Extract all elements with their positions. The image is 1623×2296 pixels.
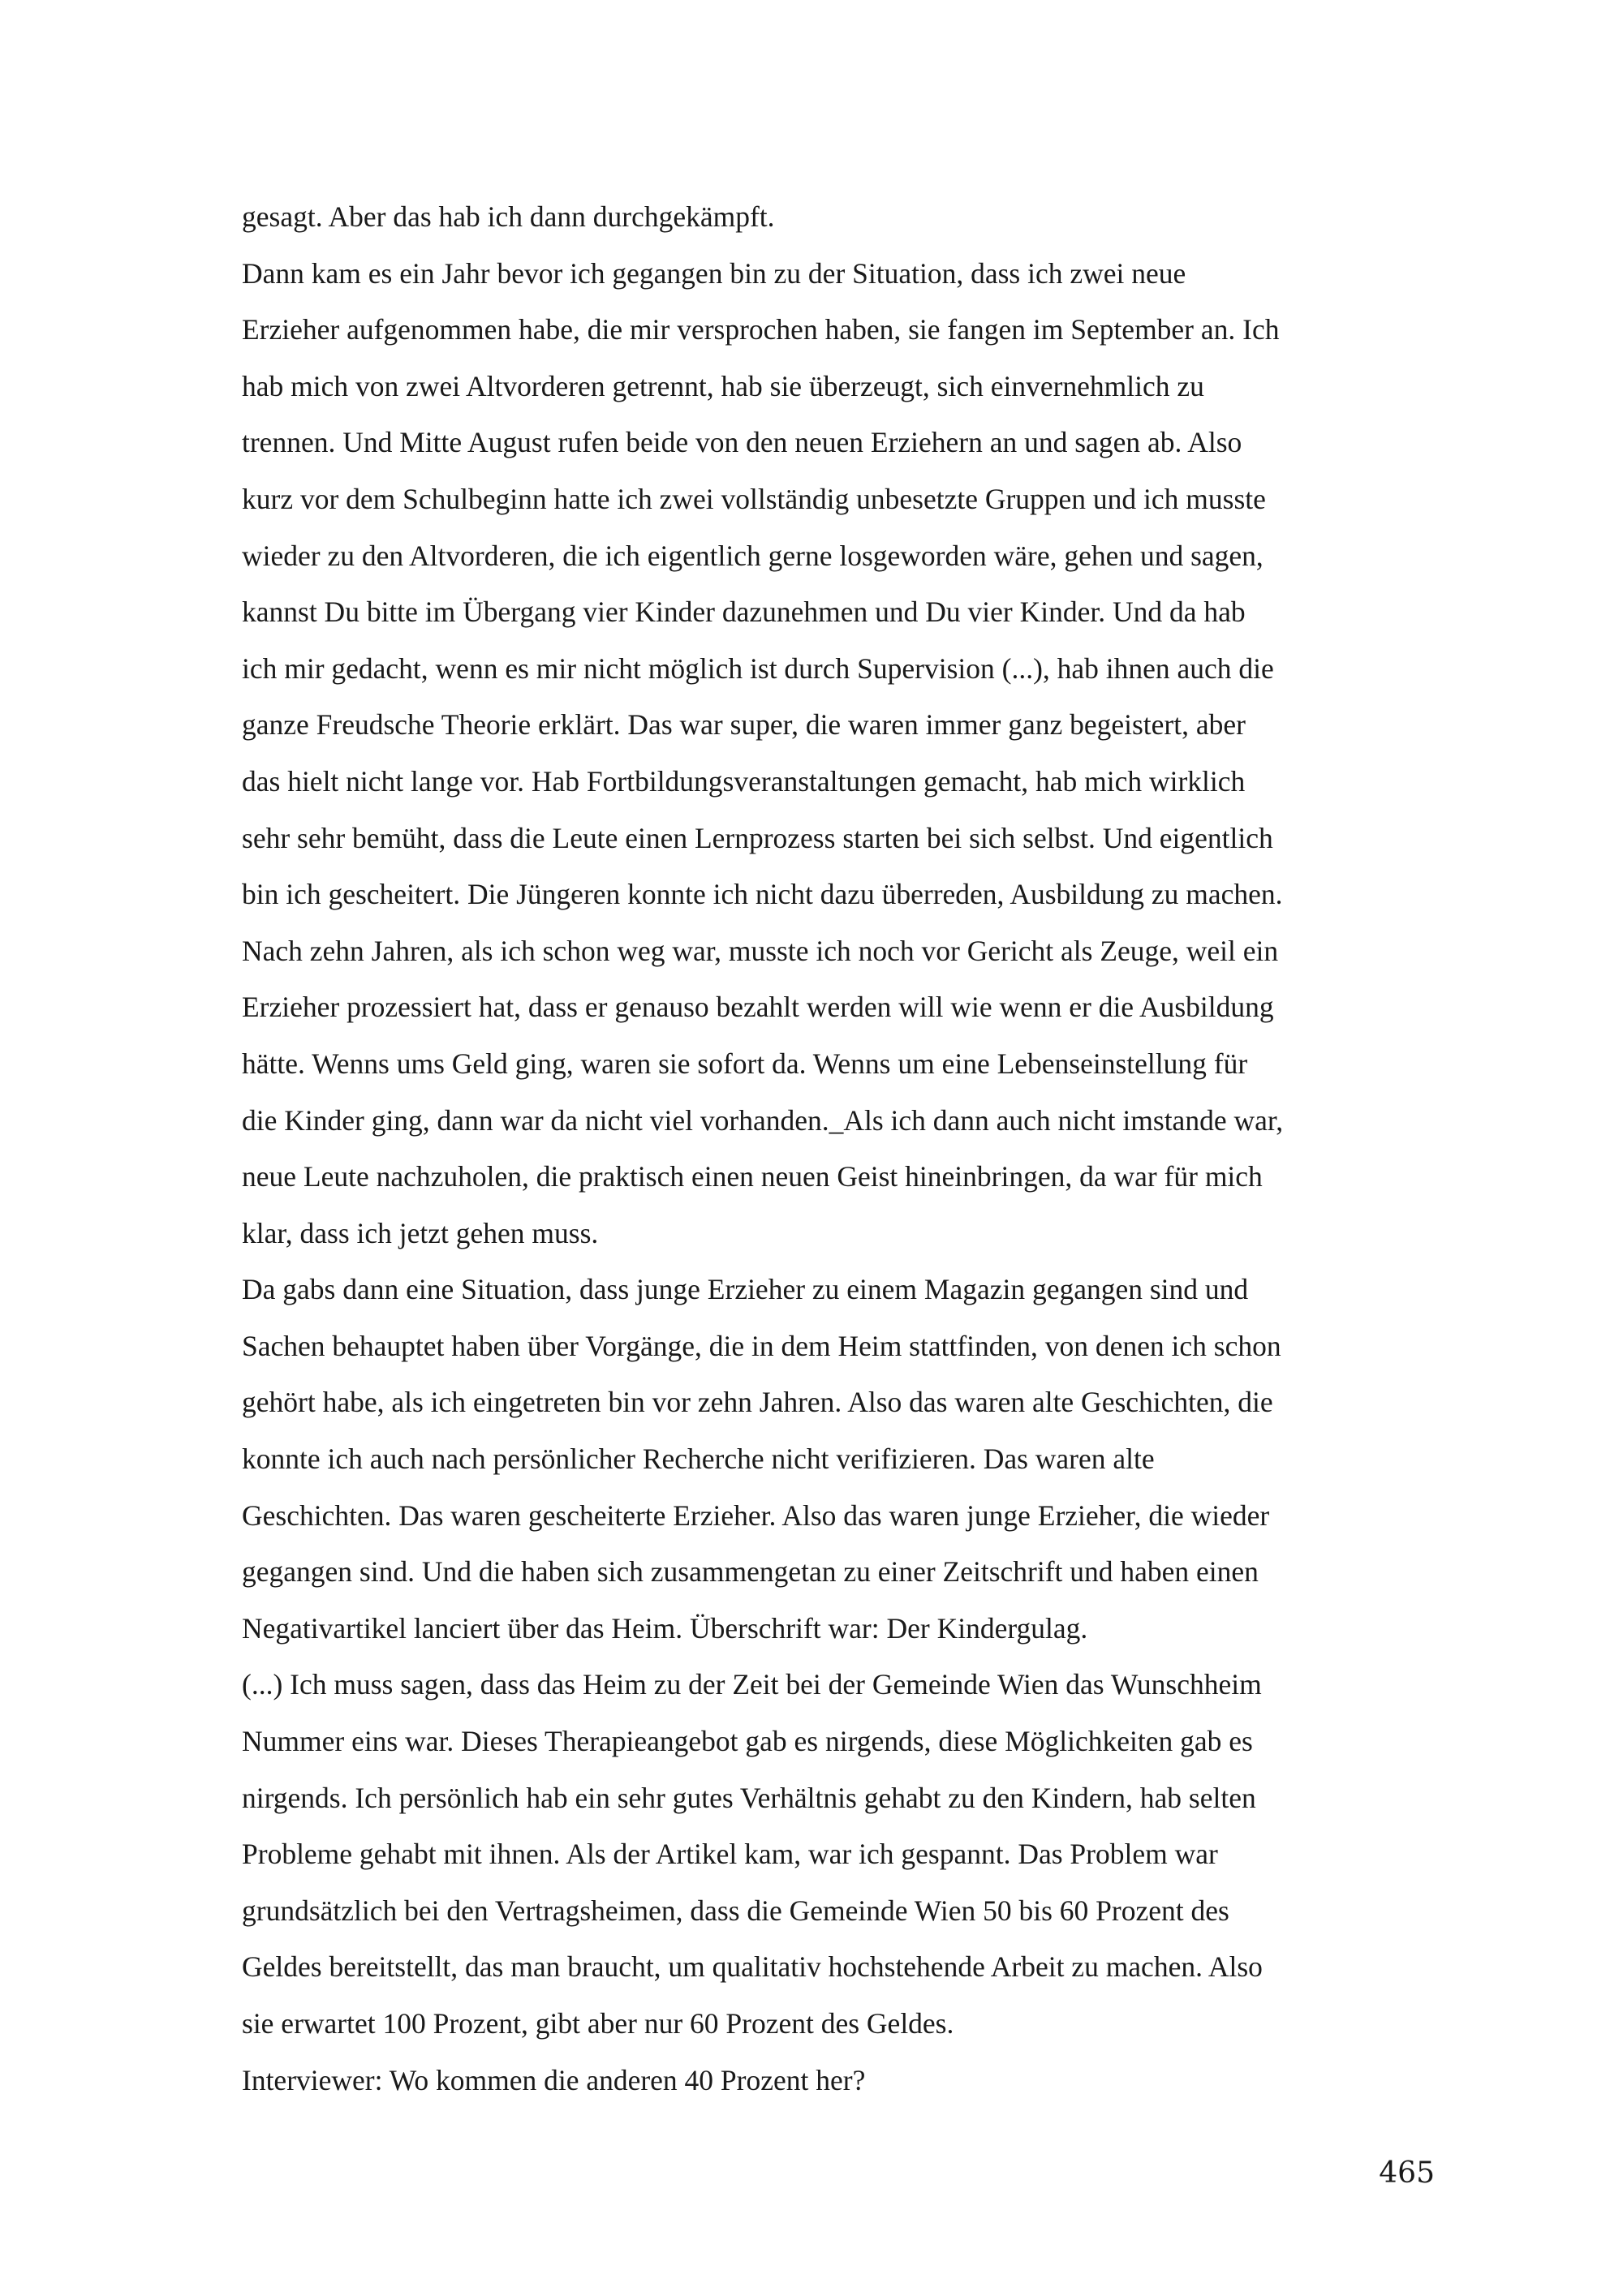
text-line: gegangen sind. Und die haben sich zusammengetan zu einer Zeitschrift und haben einen xyxy=(242,1555,1259,1589)
text-line: gehört habe, als ich eingetreten bin vor zehn Jahren. Also das waren alte Geschichten, die xyxy=(242,1386,1273,1419)
text-line: hab mich von zwei Altvorderen getrennt, hab sie überzeugt, sich einvernehmlich zu xyxy=(242,369,1204,402)
text-line: Geschichten. Das waren gescheiterte Erzieher. Also das waren junge Erzieher, die wieder xyxy=(242,1498,1270,1532)
text-line: wieder zu den Altvorderen, die ich eigentlich gerne losgeworden wäre, gehen und sagen, xyxy=(242,539,1264,572)
text-line: ganze Freudsche Theorie erklärt. Das war super, die waren immer ganz begeistert, aber xyxy=(242,708,1246,742)
text-line: die Kinder ging, dann war da nicht viel vorhanden._Als ich dann auch nicht imstande war, xyxy=(242,1103,1284,1137)
text-line: Interviewer: Wo kommen die anderen 40 Prozent her? xyxy=(242,2063,866,2096)
text-line: gesagt. Aber das hab ich dann durchgekämpft. xyxy=(242,200,775,233)
text-line: grundsätzlich bei den Vertragsheimen, dass die Gemeinde Wien 50 bis 60 Prozent des xyxy=(242,1894,1229,1927)
body-text xyxy=(242,189,1443,2109)
text-line: Sachen behauptet haben über Vorgänge, die in dem Heim stattfinden, von denen ich schon xyxy=(242,1329,1281,1362)
text-line: neue Leute nachzuholen, die praktisch einen neuen Geist hineinbringen, da war für mich xyxy=(242,1160,1263,1193)
text-line: sehr sehr bemüht, dass die Leute einen Lernprozess starten bei sich selbst. Und eigentlich xyxy=(242,821,1273,854)
text-line: Geldes bereitstellt, das man braucht, um qualitativ hochstehende Arbeit zu machen. Also xyxy=(242,1950,1263,1984)
text-line: Negativartikel lanciert über das Heim. Überschrift war: Der Kindergulag. xyxy=(242,1611,1088,1645)
text-line: ich mir gedacht, wenn es mir nicht möglich ist durch Supervision (...), hab ihnen auch die xyxy=(242,651,1274,685)
text-line: konnte ich auch nach persönlicher Recherche nicht verifizieren. Das waren alte xyxy=(242,1443,1155,1476)
text-line: Dann kam es ein Jahr bevor ich gegangen bin zu der Situation, dass ich zwei neue xyxy=(242,256,1186,290)
text-line: sie erwartet 100 Prozent, gibt aber nur 60 Prozent des Geldes. xyxy=(242,2007,954,2040)
page-number: 465 xyxy=(1379,2156,1435,2190)
text-line: nirgends. Ich persönlich hab ein sehr gutes Verhältnis gehabt zu den Kindern, hab selten xyxy=(242,1781,1256,1814)
text-line: kurz vor dem Schulbeginn hatte ich zwei vollständig unbesetzte Gruppen und ich musste xyxy=(242,482,1266,515)
text-line: kannst Du bitte im Übergang vier Kinder dazunehmen und Du vier Kinder. Und da hab xyxy=(242,595,1246,629)
text-line: Erzieher prozessiert hat, dass er genauso bezahlt werden will wie wenn er die Ausbildung xyxy=(242,991,1274,1024)
text-line: Nummer eins war. Dieses Therapieangebot gab es nirgends, diese Möglichkeiten gab es xyxy=(242,1725,1253,1758)
text-line: (...) Ich muss sagen, dass das Heim zu der Zeit bei der Gemeinde Wien das Wunschheim xyxy=(242,1668,1262,1701)
text-line: Da gabs dann eine Situation, dass junge Erzieher zu einem Magazin gegangen sind und xyxy=(242,1273,1249,1306)
text-line: klar, dass ich jetzt gehen muss. xyxy=(242,1216,599,1249)
text-line: Probleme gehabt mit ihnen. Als der Artikel kam, war ich gespannt. Das Problem war xyxy=(242,1838,1218,1871)
text-line: Nach zehn Jahren, als ich schon weg war, musste ich noch vor Gericht als Zeuge, weil ein xyxy=(242,934,1279,967)
text-line: Erzieher aufgenommen habe, die mir versprochen haben, sie fangen im September an. Ich xyxy=(242,313,1280,346)
text-line: das hielt nicht lange vor. Hab Fortbildungsveranstaltungen gemacht, hab mich wirklich xyxy=(242,764,1246,798)
text-line: trennen. Und Mitte August rufen beide von den neuen Erziehern an und sagen ab. Also xyxy=(242,426,1242,459)
text-line: hätte. Wenns ums Geld ging, waren sie sofort da. Wenns um eine Lebenseinstellung für xyxy=(242,1047,1248,1080)
text-line: bin ich gescheitert. Die Jüngeren konnte ich nicht dazu überreden, Ausbildung zu machen. xyxy=(242,878,1283,911)
